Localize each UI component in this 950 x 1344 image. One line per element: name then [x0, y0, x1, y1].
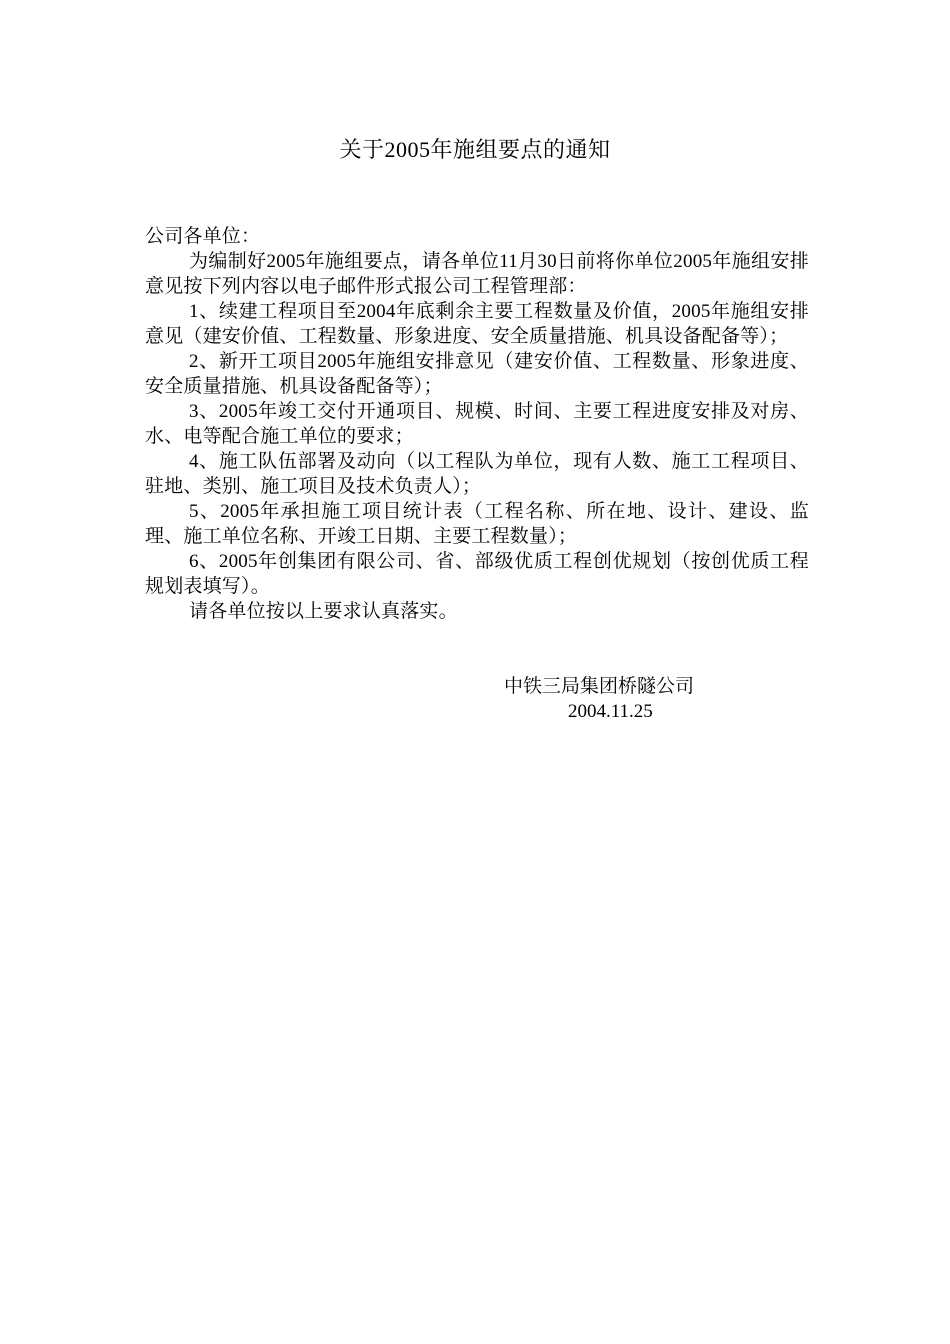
- signature-organization: 中铁三局集团桥隧公司: [504, 676, 695, 697]
- signature-date: 2004.11.25: [568, 701, 653, 722]
- list-item: 1、续建工程项目至2004年底剩余主要工程数量及价值，2005年施组安排意见（建安价值、工程数量、形象进度、安全质量措施、机具设备配备等）；: [145, 301, 809, 347]
- document-title: 关于2005年施组要点的通知: [339, 137, 611, 162]
- list-item: 2、新开工项目2005年施组安排意见（建安价值、工程数量、形象进度、安全质量措施、机具设备配备等）；: [145, 351, 809, 397]
- list-item: 6、2005年创集团有限公司、省、部级优质工程创优规划（按创优质工程规划表填写）。: [145, 551, 809, 597]
- list-item: 3、2005年竣工交付开通项目、规模、时间、主要工程进度安排及对房、水、电等配合施工单位的要求；: [145, 401, 809, 447]
- list-item: 4、施工队伍部署及动向（以工程队为单位，现有人数、施工工程项目、驻地、类别、施工项目及技术负责人）；: [145, 451, 809, 497]
- document-body: [145, 224, 809, 624]
- intro-paragraph: 为编制好2005年施组要点，请各单位11月30日前将你单位2005年施组安排意见按下列内容以电子邮件形式报公司工程管理部：: [145, 251, 809, 297]
- closing-paragraph: 请各单位按以上要求认真落实。: [189, 601, 458, 622]
- list-item: 5、2005年承担施工项目统计表（工程名称、所在地、设计、建设、监理、施工单位名称、开竣工日期、主要工程数量）；: [145, 501, 809, 547]
- salutation: 公司各单位：: [145, 226, 261, 247]
